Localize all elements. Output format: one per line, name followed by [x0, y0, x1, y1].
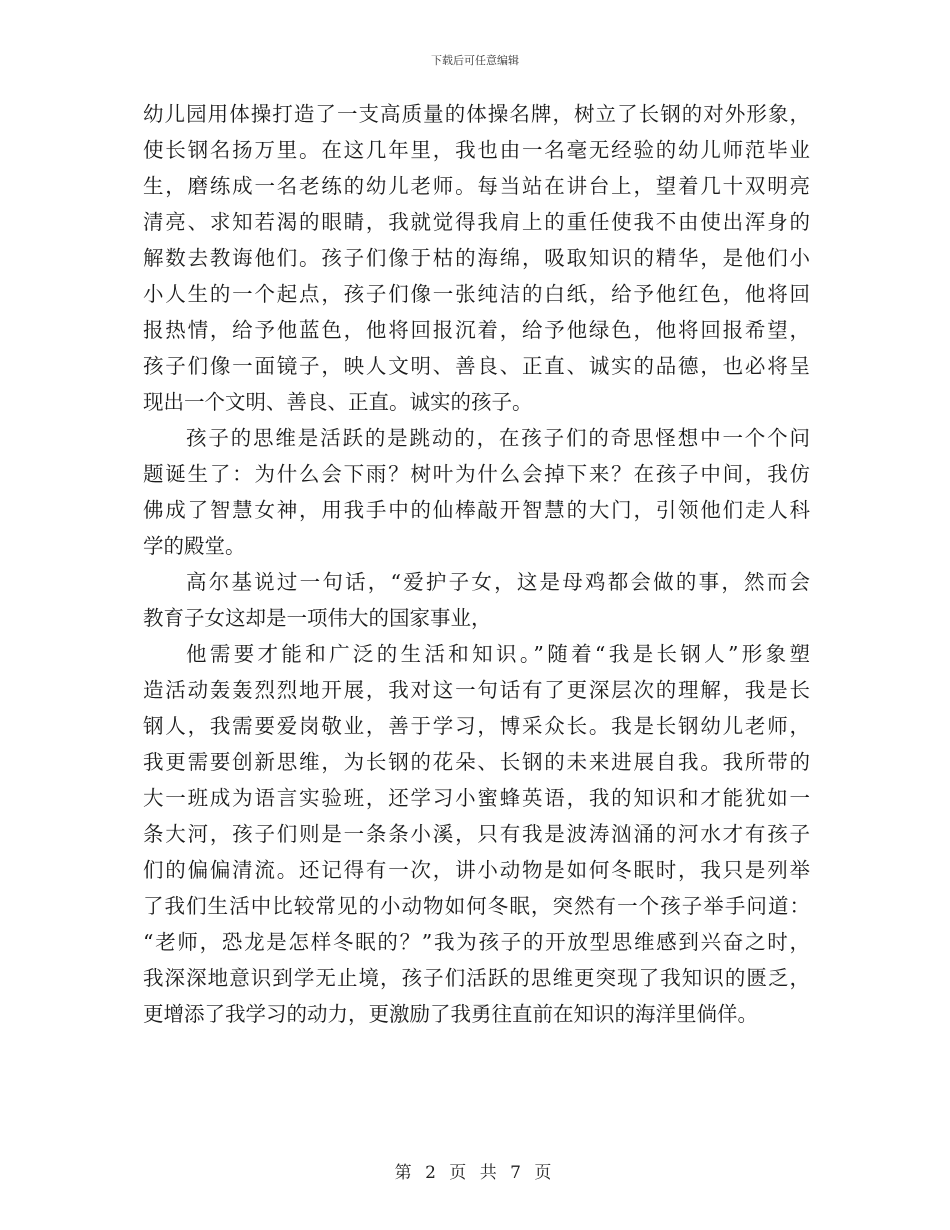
text-line: 他需要才能和广泛的生活和知识。”随着“我是长钢人”形象塑 [186, 642, 810, 666]
text-line: 佛成了智慧女神，用我手中的仙棒敲开智慧的大门，引领他们走人科 [143, 498, 810, 522]
text-line: 现出一个文明、善良、正直。诚实的孩子。 [143, 390, 533, 414]
page-footer: 第 2 页 共 7 页 [394, 1163, 556, 1183]
paragraph [143, 96, 810, 420]
text-line: 使长钢名扬万里。在这几年里，我也由一名毫无经验的幼儿师范毕业 [143, 138, 810, 162]
text-line: 题诞生了：为什么会下雨？树叶为什么会掉下来？在孩子中间，我仿 [143, 462, 810, 486]
text-line: 小人生的一个起点，孩子们像一张纯洁的白纸，给予他红色，他将回 [143, 282, 810, 306]
paragraph [143, 564, 810, 636]
document-body [143, 96, 810, 1032]
text-line: 教育子女这却是一项伟大的国家事业， [143, 606, 492, 630]
text-line: 了我们生活中比较常见的小动物如何冬眠，突然有一个孩子举手问道： [143, 894, 810, 918]
page-header: 下载后可任意编辑 [431, 54, 519, 67]
text-line: 孩子们像一面镜子，映人文明、善良、正直、诚实的品德，也必将呈 [143, 354, 810, 378]
text-line: “老师，恐龙是怎样冬眠的？”我为孩子的开放型思维感到兴奋之时， [143, 930, 810, 954]
text-line: 大一班成为语言实验班，还学习小蜜蜂英语，我的知识和才能犹如一 [143, 786, 810, 810]
text-line: 生，磨练成一名老练的幼儿老师。每当站在讲台上，望着几十双明亮 [143, 174, 810, 198]
text-line: 清亮、求知若渴的眼睛，我就觉得我肩上的重任使我不由使出浑身的 [143, 210, 810, 234]
text-line: 学的殿堂。 [143, 534, 246, 558]
text-line: 我更需要创新思维，为长钢的花朵、长钢的未来进展自我。我所带的 [143, 750, 810, 774]
text-line: 条大河，孩子们则是一条条小溪，只有我是波涛汹涌的河水才有孩子 [143, 822, 810, 846]
text-line: 们的偏偏清流。还记得有一次，讲小动物是如何冬眠时，我只是列举 [143, 858, 810, 882]
text-line: 报热情，给予他蓝色，他将回报沉着，给予他绿色，他将回报希望， [143, 318, 810, 342]
text-line: 孩子的思维是活跃的是跳动的，在孩子们的奇思怪想中一个个问 [186, 426, 810, 450]
text-line: 高尔基说过一句话，“爱护子女，这是母鸡都会做的事，然而会 [186, 570, 810, 594]
paragraph [143, 636, 810, 1032]
text-line: 解数去教诲他们。孩子们像于枯的海绵，吸取知识的精华，是他们小 [143, 246, 810, 270]
text-line: 更增添了我学习的动力，更激励了我勇往直前在知识的海洋里倘佯。 [143, 1002, 758, 1026]
text-line: 我深深地意识到学无止境，孩子们活跃的思维更突现了我知识的匮乏， [143, 966, 810, 990]
text-line: 幼儿园用体操打造了一支高质量的体操名牌，树立了长钢的对外形象， [143, 102, 810, 126]
paragraph [143, 420, 810, 564]
text-line: 造活动轰轰烈烈地开展，我对这一句话有了更深层次的理解，我是长 [143, 678, 810, 702]
text-line: 钢人，我需要爱岗敬业，善于学习，博采众长。我是长钢幼儿老师， [143, 714, 810, 738]
